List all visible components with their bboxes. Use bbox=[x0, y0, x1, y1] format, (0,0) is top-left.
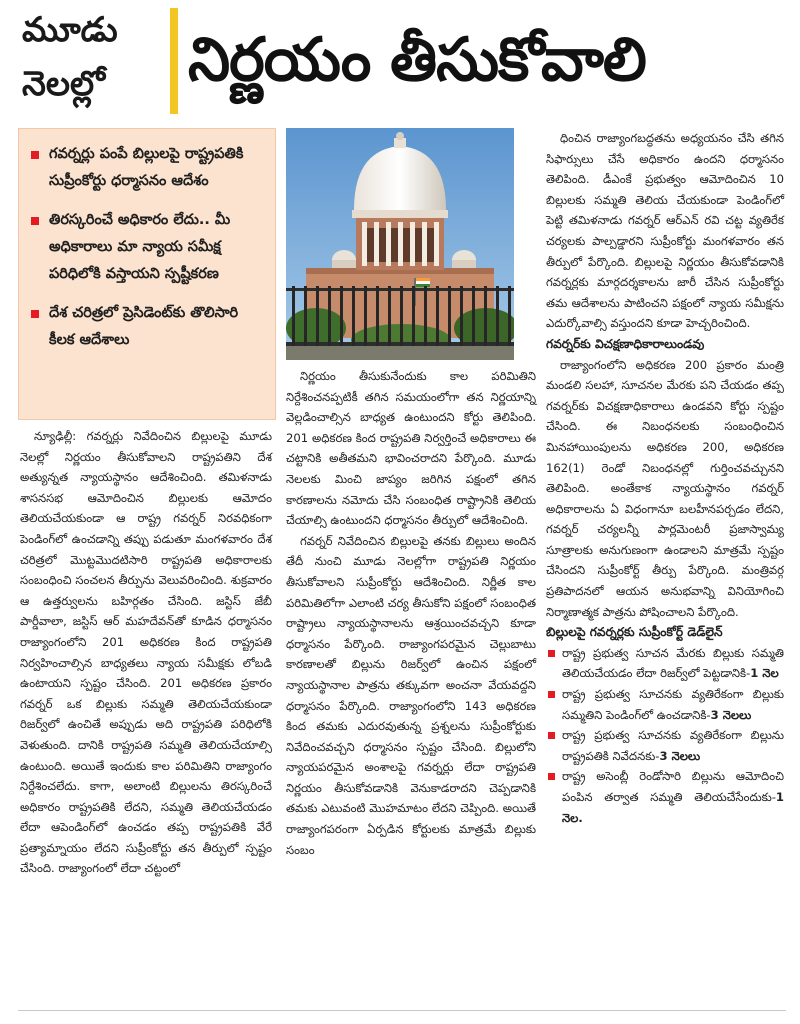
deadline-text: రాష్ట్ర ప్రభుత్వ సూచన మేరకు బిల్లుకు సమ్మతి తెలియచేయడం లేదా రిజర్వ్‌లో పెట్టడానికి- bbox=[562, 645, 784, 681]
deadline-term: 3 నెలలు bbox=[659, 748, 701, 763]
headline-kicker-line1: మూడు bbox=[22, 10, 118, 50]
deadline-item bbox=[546, 725, 784, 766]
supreme-court-building-icon bbox=[286, 128, 514, 360]
deadline-term: 3 నెలలు bbox=[710, 707, 752, 722]
deadline-text: రాష్ట్ర ప్రభుత్వ సూచనకు వ్యతిరేకంగా బిల్లుకు సమ్మతిని పెండింగ్‌లో ఉంచడానికి- bbox=[562, 687, 784, 722]
highlight-text: దేశ చరిత్రలో ప్రెసిడెంట్‌కు తొలిసారి కీలక ఆదేశాలు bbox=[49, 305, 239, 348]
article-paragraph: న్యూఢిల్లీ: గవర్నర్లు నివేదించిన బిల్లులపై మూడు నెలల్లో నిర్ణయం తీసుకోవాలని రాష్ట్రపతిని దేశ అత్యున్నత న్యాయస్థానం ఆదేశించింది. తమిళనాడు శాసనసభ ఆమోదించిన బిల్లులకు ఆమోదం తెలియచేయకుండా ఆ రాష్ట్ర గవర్నర్ నిరవధికంగా పెండింగ్‌లో ఉంచడాన్ని తప్పు పడుతూ మంగళవారం దేశ చరిత్రలో మొట్టమొదటిసారి రాష్ట్రపతి అధికారాలకు సంబంధించి సంచలన తీర్పును వెలువరించింది. శుక్రవారం ఆ ఉత్తర్వులను బహిర్గతం చేసింది. జస్టిస్ జేబీ పార్డీవాలా, జస్టిస్ ఆర్ మహదేవన్‌తో కూడిన ధర్మాసనం రాజ్యాంగంలోని 201 అధికరణ కింద రాష్ట్రపతి నిర్వహించాల్సిన బాధ్యతలు న్యాయ సమీక్షకు లోబడి ఉంటాయని స్పష్టం చేసింది. 201 అధికరణ ప్రకారం గవర్నర్ ఒక బిల్లుకు సమ్మతి తెలియచేయకుండా రిజర్వ్‌లో ఉంచితే అప్పుడు అది రాష్ట్రపతి పరిధిలోకి వెళుతుంది. దానికి రాష్ట్రపతి సమ్మతి తెలియచేయాల్సి ఉంటుంది. అయితే ఇందుకు కాల పరిమితిని రాజ్యాంగం నిర్దేశించలేదు. కాగా, అలాంటి బిల్లులను తిరస్కరించే అధికారం రాష్ట్రపతికి లేదని, సమ్మతి తెలియచేయడం లేదా ఆపెండింగ్‌లో ఉంచడం తప్ప రాష్ట్రపతికి వేరే ప్రత్యామ్నాయం లేదని సుప్రీంకోర్టు తన తీర్పులో స్పష్టం చేసింది. రాజ్యాంగంలో లేదా చట్టంలో bbox=[20, 429, 272, 876]
deadline-text: రాష్ట్ర ప్రభుత్వ సూచనకు వ్యతిరేకంగా బిల్లును రాష్ట్రపతికి నివేదనకు- bbox=[562, 728, 784, 763]
deadline-text: రాష్ట్ర అసెంబ్లీ రెండోసారి బిల్లును ఆమోదించి పంపిన తర్వాత సమ్మతి తెలియచేసేందుకు- bbox=[562, 769, 784, 804]
highlights-box bbox=[18, 128, 276, 420]
highlight-text: తిరస్కరించే అధికారం లేదు.. మీ అధికారాలు మా న్యాయ సమీక్ష పరిధిలోకి వస్తాయని స్పష్టీకరణ bbox=[49, 212, 231, 282]
article-column-2 bbox=[286, 366, 536, 860]
red-square-bullet-icon bbox=[548, 650, 555, 657]
highlight-item bbox=[31, 141, 265, 195]
red-square-bullet-icon bbox=[31, 310, 39, 318]
highlight-item bbox=[31, 207, 265, 288]
deadline-item bbox=[546, 684, 784, 725]
deadline-item bbox=[546, 766, 784, 828]
headline-kicker-line2: నెలల్లో bbox=[22, 64, 105, 104]
deadline-term: 1 నెల bbox=[750, 666, 779, 681]
headline-title: నిర్ణయం తీసుకోవాలి bbox=[188, 25, 646, 95]
highlight-text: గవర్నర్లు పంపే బిల్లులపై రాష్ట్రపతికి సుప్రీంకోర్టు ధర్మాసనం ఆదేశం bbox=[49, 146, 244, 189]
headline-accent-bar bbox=[170, 8, 178, 114]
deadline-term: 1 నెల. bbox=[562, 790, 784, 825]
red-square-bullet-icon bbox=[548, 773, 555, 780]
red-square-bullet-icon bbox=[31, 217, 39, 225]
headline-area bbox=[0, 0, 800, 122]
red-square-bullet-icon bbox=[31, 151, 39, 159]
supreme-court-photo bbox=[286, 128, 514, 360]
deadline-item bbox=[546, 643, 784, 684]
article-paragraph: గవర్నర్ నివేదించిన బిల్లులపై తనకు బిల్లులు అందిన తేదీ నుంచి మూడు నెలల్లోగా రాష్ట్రపతి నిర్ణయం తీసుకోవాలని సుప్రీంకోర్టు ఆదేశించింది. నిర్ణీత కాల పరిమితిలోగా ఎలాంటి చర్య తీసుకోని పక్షంలో సంబంధిత రాష్ట్రాలు న్యాయస్థానాలను ఆశ్రయించవచ్చని కూడా ధర్మాసనం పేర్కొంది. రాజ్యాంగపరమైన చెల్లుబాటు కారణాలతో బిల్లును రిజర్వ్‌లో ఉంచిన పక్షంలో న్యాయస్థానాల పాత్రను తక్కువగా అంచనా వేయవద్దని ధర్మాసనం పేర్కొంది. రాజ్యాంగంలోని 143 అధికరణ కింద తమకు ఎదురవుతున్న ప్రశ్నలను సుప్రీంకోర్టుకు నివేదించవచ్చని ధర్మాసనం స్పష్టం చేసింది. బిల్లులోని న్యాయపరమైన అంశాలపై గవర్నర్లు లేదా రాష్ట్రపతి నిర్ణయం తీసుకోవడానికి వెనుకాడరాదని చెప్పడానికి తమకు ఎటువంటి మొహమాటం లేదని చెప్పింది. అయితే రాజ్యాంగపరంగా ఏర్పడిన కోర్టులకు మాత్రమే బిల్లుకు సంబం bbox=[286, 533, 536, 857]
article-paragraph: రాజ్యాంగంలోని అధికరణ 200 ప్రకారం మంత్రి మండలి సలహా, సూచనల మేరకు పని చేయడం తప్ప గవర్నర్‌కు విచక్షణాధికారాలు ఉండవని కోర్టు స్పష్టం చేసింది. ఈ నిబంధనలకు సంబంధించిన మినహాయింపులను అధికరణ 200, అధికరణ 162(1) రెండో నిబంధనల్లో గుర్తించవచ్చునని తెలిపింది. అంతేకాక న్యాయస్థానం గవర్నర్ అధికారాలను ఏ విధంగానూ బలహీనపర్చడం లేదని, గవర్నర్ చర్యలన్నీ పార్లమెంటరీ ప్రజాస్వామ్య సూత్రాలకు అనుగుణంగా ఉండాలని మాత్రమే స్పష్టం చేసిందని సుప్రీంకోర్ట్ తీర్పు పేర్కొంది. మంత్రివర్గ ప్రతిపాదనలో ఆయన అనుభవాన్ని వినియోగించి నిర్మాణాత్మక పాత్రను పోషించాలని పేర్కొంది. bbox=[546, 357, 784, 619]
red-square-bullet-icon bbox=[548, 732, 555, 739]
article-column-1 bbox=[20, 426, 272, 879]
highlight-item bbox=[31, 300, 265, 354]
red-square-bullet-icon bbox=[548, 691, 555, 698]
deadline-subheading: బిల్లులపై గవర్నర్లకు సుప్రీంకోర్ట్ డెడ్‌లైన్ bbox=[546, 625, 723, 640]
article-column-3 bbox=[546, 128, 784, 828]
section-subheading: గవర్నర్‌కు విచక్షణాధికారాలుండవు bbox=[546, 336, 705, 351]
article-paragraph: ధించిన రాజ్యాంగబద్ధతను అధ్యయనం చేసి తగిన సిఫార్సులు చేసే అధికారం ఉందని ధర్మాసనం తెలిపింది. డీఎంకే ప్రభుత్వం ఆమోదించిన 10 బిల్లులకు సమ్మతి తెలియ చేయకుండా పెండింగ్‌లో పెట్టి తమిళనాడు గవర్నర్ ఆర్‌ఎన్ రవి చట్ట వ్యతిరేక చర్యలకు పాల్పడ్డారని సుప్రీంకోర్టు మంగళవారం తన తీర్పులో పేర్కొంది. బిల్లులపై నిర్ణయం తీసుకోవడానికి గవర్నర్లకు మార్గదర్శకాలను జారీ చేసిన సుప్రీంకోర్టు తమ ఆదేశాలను పాటించని పక్షంలో న్యాయ సమీక్షను ఎదుర్కోవాల్సి వస్తుందని కూడా హెచ్చరించింది. bbox=[546, 131, 784, 331]
bottom-divider bbox=[18, 1010, 786, 1011]
article-paragraph: నిర్ణయం తీసుకునేందుకు కాల పరిమితిని నిర్దేశించనప్పటికీ తగిన సమయంలోగా తన నిర్ణయాన్ని వెల్లడించాల్సిన బాధ్యత ఉంటుందని కోర్టు తెలిపింది. 201 అధికరణ కింద రాష్ట్రపతి నిర్వర్తించే అధికారాలు ఈ చట్టానికి అతీతమని భావించరాదని పేర్కొంది. మూడు నెలలకు మించి జాప్యం జరిగిన పక్షంలో తగిన కారణాలను నమోదు చేసి సంబంధిత రాష్ట్రానికి తెలియ చేయాల్సి ఉంటుందని ధర్మాసనం తీర్పులో ఆదేశించింది. bbox=[286, 369, 536, 528]
